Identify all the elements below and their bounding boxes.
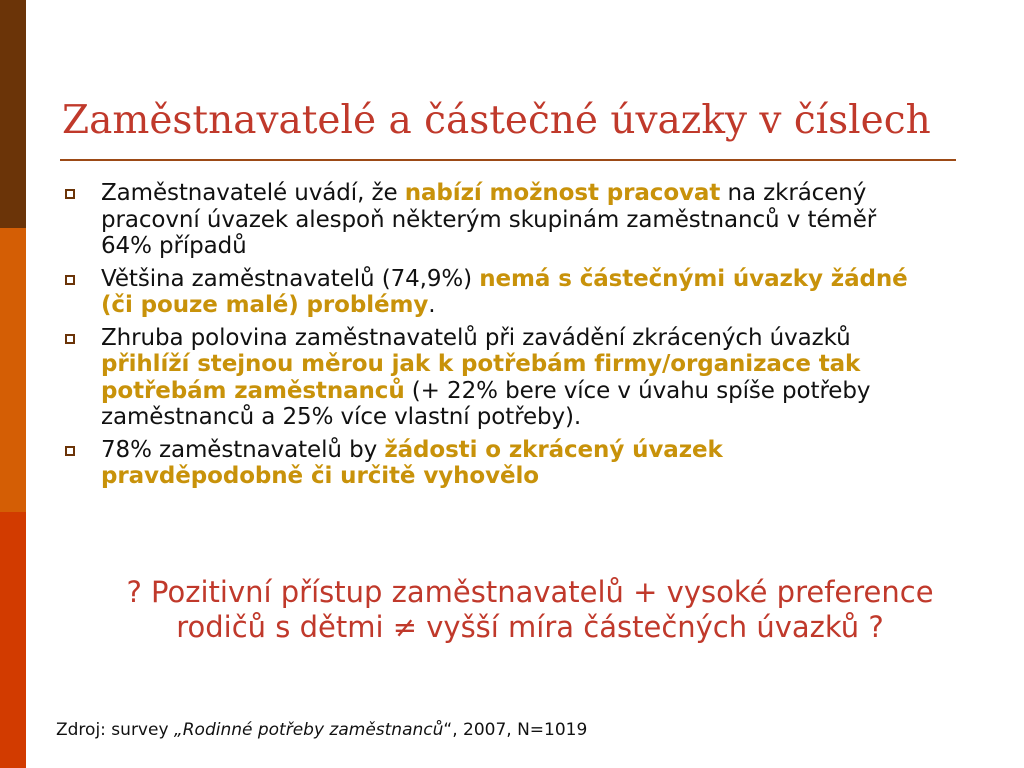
- bullet-text: Zhruba polovina zaměstnavatelů při zavádění zkrácených úvazků: [101, 324, 851, 351]
- title-divider: [60, 159, 956, 161]
- bullet-list: [0, 180, 908, 496]
- bullet-text: Většina zaměstnavatelů (74,9%): [101, 265, 480, 292]
- source-note: [56, 720, 587, 740]
- key-question: ? Pozitivní přístup zaměstnavatelů + vysoké preference rodičů s dětmi ≠ vyšší míra částečných úvazků ?: [126, 575, 934, 644]
- square-bullet-icon: [65, 446, 75, 456]
- square-bullet-icon: [65, 275, 75, 285]
- bullet-highlight: nemá s částečnými úvazky žádné (či pouze malé) problémy: [101, 265, 908, 318]
- bullet-text: na zkrácený pracovní úvazek alespoň některým skupinám zaměstnanců v téměř 64% případů: [101, 180, 877, 259]
- bullet-text: (+ 22% bere více v úvahu spíše potřeby zaměstnanců a 25% více vlastní potřeby).: [101, 377, 871, 430]
- bullet-text: .: [428, 292, 436, 318]
- source-suffix: “, 2007, N=1019: [443, 720, 588, 740]
- bullet-highlight: přihlíží stejnou měrou jak k potřebám firmy/organizace tak potřebám zaměstnanců: [101, 351, 861, 404]
- square-bullet-icon: [65, 189, 75, 199]
- bullet-text: 78% zaměstnavatelů by: [101, 436, 385, 463]
- bullet-text: Zaměstnavatelé uvádí, že: [101, 180, 405, 206]
- source-title: „Rodinné potřeby zaměstnanců: [173, 720, 444, 740]
- bullet-highlight: nabízí možnost pracovat: [404, 180, 721, 206]
- bullet-item: [101, 325, 931, 431]
- source-prefix: Zdroj: survey: [56, 720, 174, 740]
- bullet-item: [101, 266, 931, 319]
- slide-title: Zaměstnavatelé a částečné úvazky v číslech: [62, 98, 931, 143]
- accent-bar-bottom: [0, 512, 26, 768]
- bullet-item: [101, 437, 931, 490]
- square-bullet-icon: [65, 334, 75, 344]
- bullet-item: [101, 180, 931, 260]
- bullet-highlight: žádosti o zkrácený úvazek pravděpodobně či určitě vyhovělo: [101, 436, 723, 489]
